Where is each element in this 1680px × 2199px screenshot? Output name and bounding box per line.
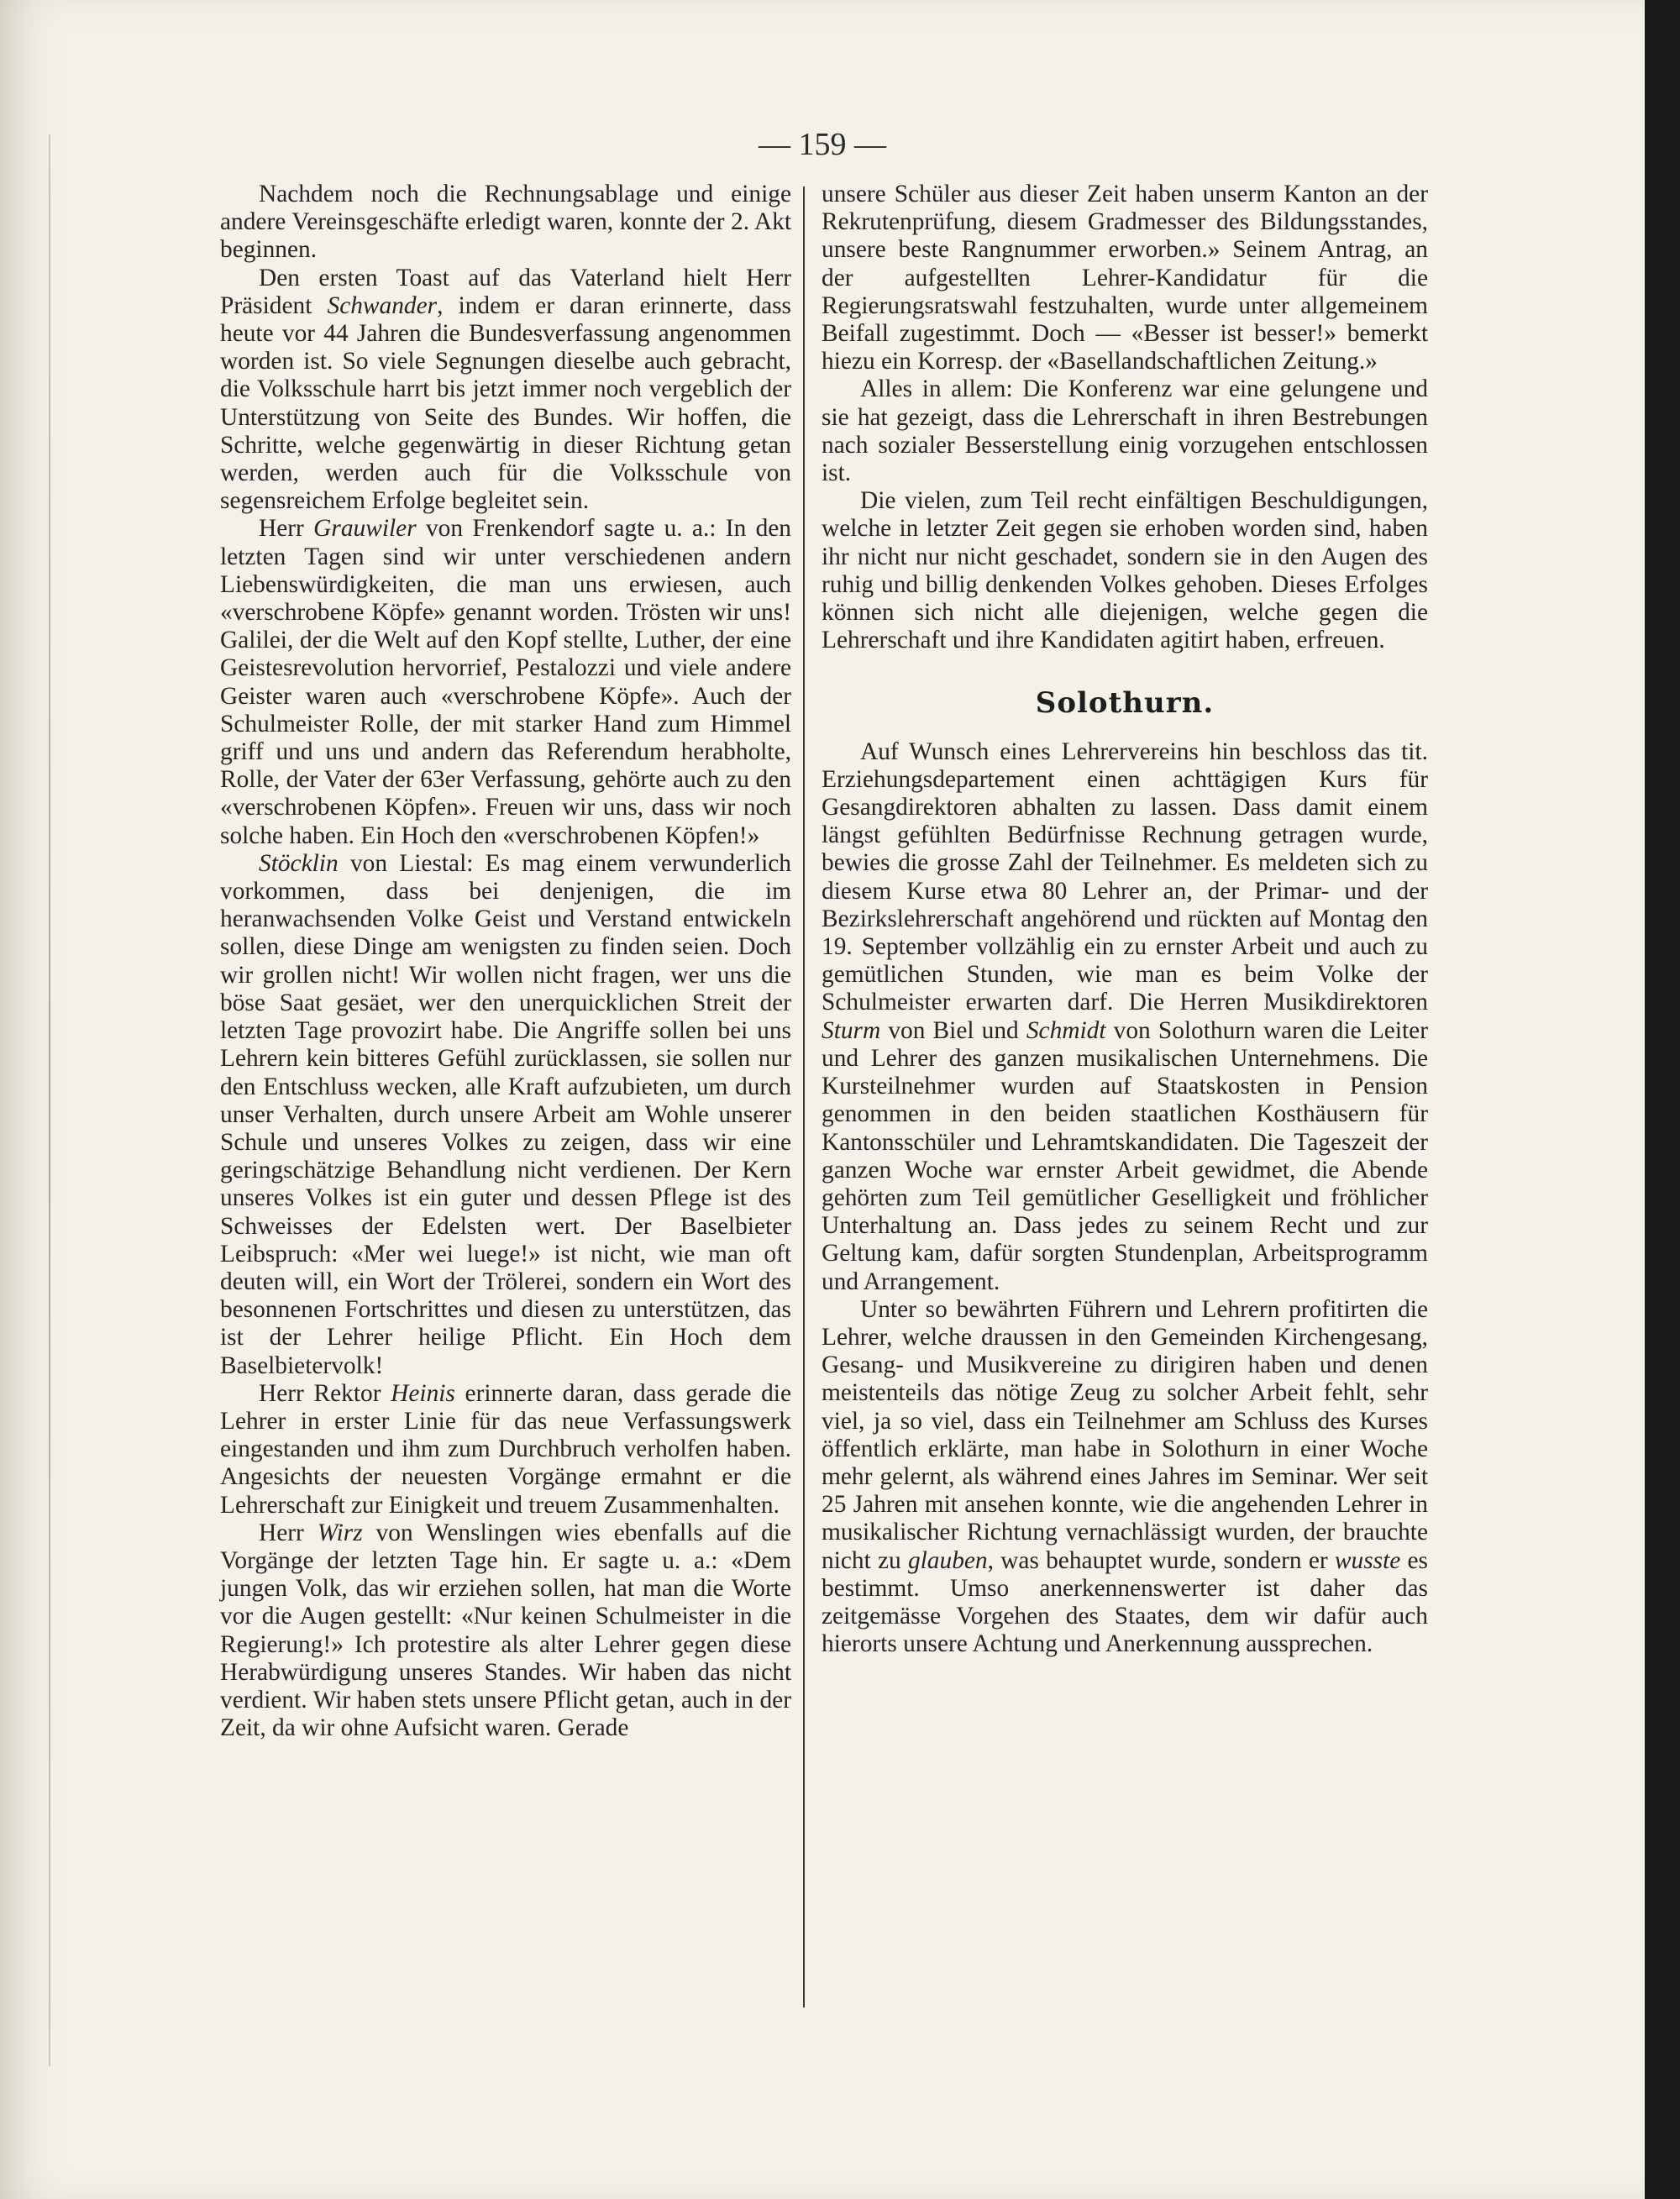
emphasis: wusste [1334,1546,1401,1574]
paragraph: Stöcklin von Liestal: Es mag einem verwunderlich vorkommen, dass bei denjenigen, die im heranwachsenden Volke Geist und Verstand entwickeln sollen, diese Dinge am wenigsten zu finden seien. Doch wir grollen nicht! Wir wollen nicht fragen, wer uns die böse Saat gesäet, wer den unerquicklichen Streit der letzten Tage provozirt habe. Die Angriffe sollen bei uns Lehrern kein bitteres Gefühl zurücklassen, sie sollen nur den Entschluss wecken, alle Kraft aufzubieten, um durch unser Verhalten, durch unsere Arbeit am Wohle unserer Schule und unseres Volkes zu zeigen, dass wir eine geringschätzige Behandlung nicht verdienen. Der Kern unseres Volkes ist ein guter und dessen Pflege ist des Schweisses der Edelsten wert. Der Baselbieter Leibspruch: «Mer wei luege!» ist nicht, wie man oft deuten will, ein Wort der Trölerei, sondern ein Wort des besonnenen Fortschrittes und diesen zu unterstützen, das ist der Lehrer heilige Pflicht. Ein Hoch dem Baselbietervolk! [220,849,791,1379]
person-name: Wirz [317,1519,363,1546]
section-heading: Solothurn. [1035,686,1215,721]
left-column [220,181,791,1742]
emphasis: glauben [907,1546,988,1574]
paragraph: Alles in allem: Die Konferenz war eine gelungene und sie hat gezeigt, dass die Lehrerschaft in ihren Bestrebungen nach sozialer Besserstellung einig vorzugehen entschlossen ist. [822,375,1428,487]
person-name: Stöcklin [259,849,339,877]
paragraph: Auf Wunsch eines Lehrervereins hin beschloss das tit. Erziehungsdepartement einen achttägigen Kurs für Gesangdirektoren abhalten zu lassen. Dass damit einem längst gefühlten Bedürfnisse Rechnung getragen wurde, bewies die grosse Zahl der Teilnehmer. Es meldeten sich zu diesem Kurse etwa 80 Lehrer an, der Primar- und der Bezirkslehrerschaft angehörend und rückten auf Montag den 19. September vollzählig ein zu ernster Arbeit und auch zu gemütlichen Stunden, wie man es beim Volke der Schulmeister erwarten darf. Die Herren Musikdirektoren Sturm von Biel und Schmidt von Solothurn waren die Leiter und Lehrer des ganzen musikalischen Unternehmens. Die Kursteilnehmer wurden auf Staatskosten in Pension genommen in den beiden staatlichen Kosthäusern für Kantonsschüler und Lehramtskandidaten. Die Tageszeit der ganzen Woche war ernster Arbeit gewidmet, die Abende gehörten zum Teil gemütlicher Geselligkeit und fröhlicher Unterhaltung an. Dass jedes zu seinem Recht und zur Geltung kam, dafür sorgten Stundenplan, Arbeitsprogramm und Arrangement. [822,737,1428,1295]
paragraph: Unter so bewährten Führern und Lehrern profitirten die Lehrer, welche draussen in den Gemeinden Kirchengesang, Gesang- und Musikvereine zu dirigiren haben und denen meistenteils das nötige Zeug zu solcher Arbeit fehlt, sehr viel, ja so viel, dass ein Teilnehmer am Schluss des Kurses öffentlich erklärte, man habe in Solothurn in einer Woche mehr gelernt, als während eines Jahres im Seminar. Wer seit 25 Jahren mit ansehen konnte, wie die angehenden Lehrer in musikalischer Richtung vernachlässigt wurden, der brauchte nicht zu glauben, was behauptet wurde, sondern er wusste es bestimmt. Umso anerkennenswerter ist daher das zeitgemässe Vorgehen des Staates, dem wir dafür auch hierorts unsere Achtung und Anerkennung aussprechen. [822,1295,1428,1658]
right-column [822,181,1428,1658]
paragraph: Herr Rektor Heinis erinnerte daran, dass gerade die Lehrer in erster Linie für das neue Verfassungswerk eingestanden und ihm zum Durchbruch verholfen haben. Angesichts der neuesten Vorgänge ermahnt er die Lehrerschaft zur Einigkeit und treuem Zusammenhalten. [220,1379,791,1519]
paragraph: unsere Schüler aus dieser Zeit haben unserm Kanton an der Rekrutenprüfung, diesem Gradmesser des Bildungsstandes, unsere beste Rangnummer erworben.» Seinem Antrag, an der aufgestellten Lehrer-Kandidatur für die Regierungsratswahl festzuhalten, wurde unter allgemeinem Beifall zugestimmt. Doch — «Besser ist besser!» bemerkt hiezu ein Korresp. der «Basellandschaftlichen Zeitung.» [822,181,1428,375]
column-divider [803,186,805,2007]
binding-gutter [49,134,50,2066]
person-name: Heinis [391,1379,455,1407]
paragraph: Den ersten Toast auf das Vaterland hielt Herr Präsident Schwander, indem er daran erinnerte, dass heute vor 44 Jahren die Bundesverfassung angenommen worden ist. So viele Segnungen dieselbe auch gebracht, die Volksschule harrt bis jetzt immer noch vergeblich der Unterstützung von Seite des Bundes. Wir hoffen, die Schritte, welche gegenwärtig in dieser Richtung getan werden, werden auch für die Volksschule von segensreichem Erfolge begleitet sein. [220,264,791,515]
paragraph: Herr Wirz von Wenslingen wies ebenfalls auf die Vorgänge der letzten Tage hin. Er sagte u. a.: «Dem jungen Volk, das wir erziehen sollen, hat man die Worte vor die Augen gestellt: «Nur keinen Schulmeister in die Regierung!» Ich protestire als alter Lehrer gegen diese Herabwürdigung unseres Standes. Wir haben das nicht verdient. Wir haben stets unsere Pflicht getan, auch in der Zeit, da wir ohne Aufsicht waren. Gerade [220,1519,791,1742]
paragraph: Nachdem noch die Rechnungsablage und einige andere Vereinsgeschäfte erledigt waren, konnte der 2. Akt beginnen. [220,181,791,264]
paragraph: Herr Grauwiler von Frenkendorf sagte u. a.: In den letzten Tagen sind wir unter verschiedenen andern Liebenswürdigkeiten, die man uns erwiesen, auch «verschrobene Köpfe» genannt worden. Trösten wir uns! Galilei, der die Welt auf den Kopf stellte, Luther, der eine Geistesrevolution hervorrief, Pestalozzi und viele andere Geister waren auch «verschrobene Köpfe». Auch der Schulmeister Rolle, der mit starker Hand zum Himmel griff und uns und andern das Referendum herabholte, Rolle, der Vater der 63er Verfassung, gehörte auch zu den «verschrobenen Köpfen». Freuen wir uns, dass wir noch solche haben. Ein Hoch den «verschrobenen Köpfen!» [220,515,792,849]
person-name: Schmidt [1026,1016,1106,1044]
person-name: Schwander [327,291,438,319]
person-name: Sturm [822,1016,881,1044]
page-number: — 159 — [759,127,886,162]
paragraph: Die vielen, zum Teil recht einfältigen Beschuldigungen, welche in letzter Zeit gegen sie erhoben worden sind, haben ihr nicht nur nicht geschadet, sondern sie in den Augen des ruhig und billig denkenden Volkes gehoben. Dieses Erfolges können sich nicht alle diejenigen, welche gegen die Lehrerschaft und ihre Kandidaten agitirt haben, erfreuen. [822,487,1428,654]
person-name: Grauwiler [313,515,417,543]
